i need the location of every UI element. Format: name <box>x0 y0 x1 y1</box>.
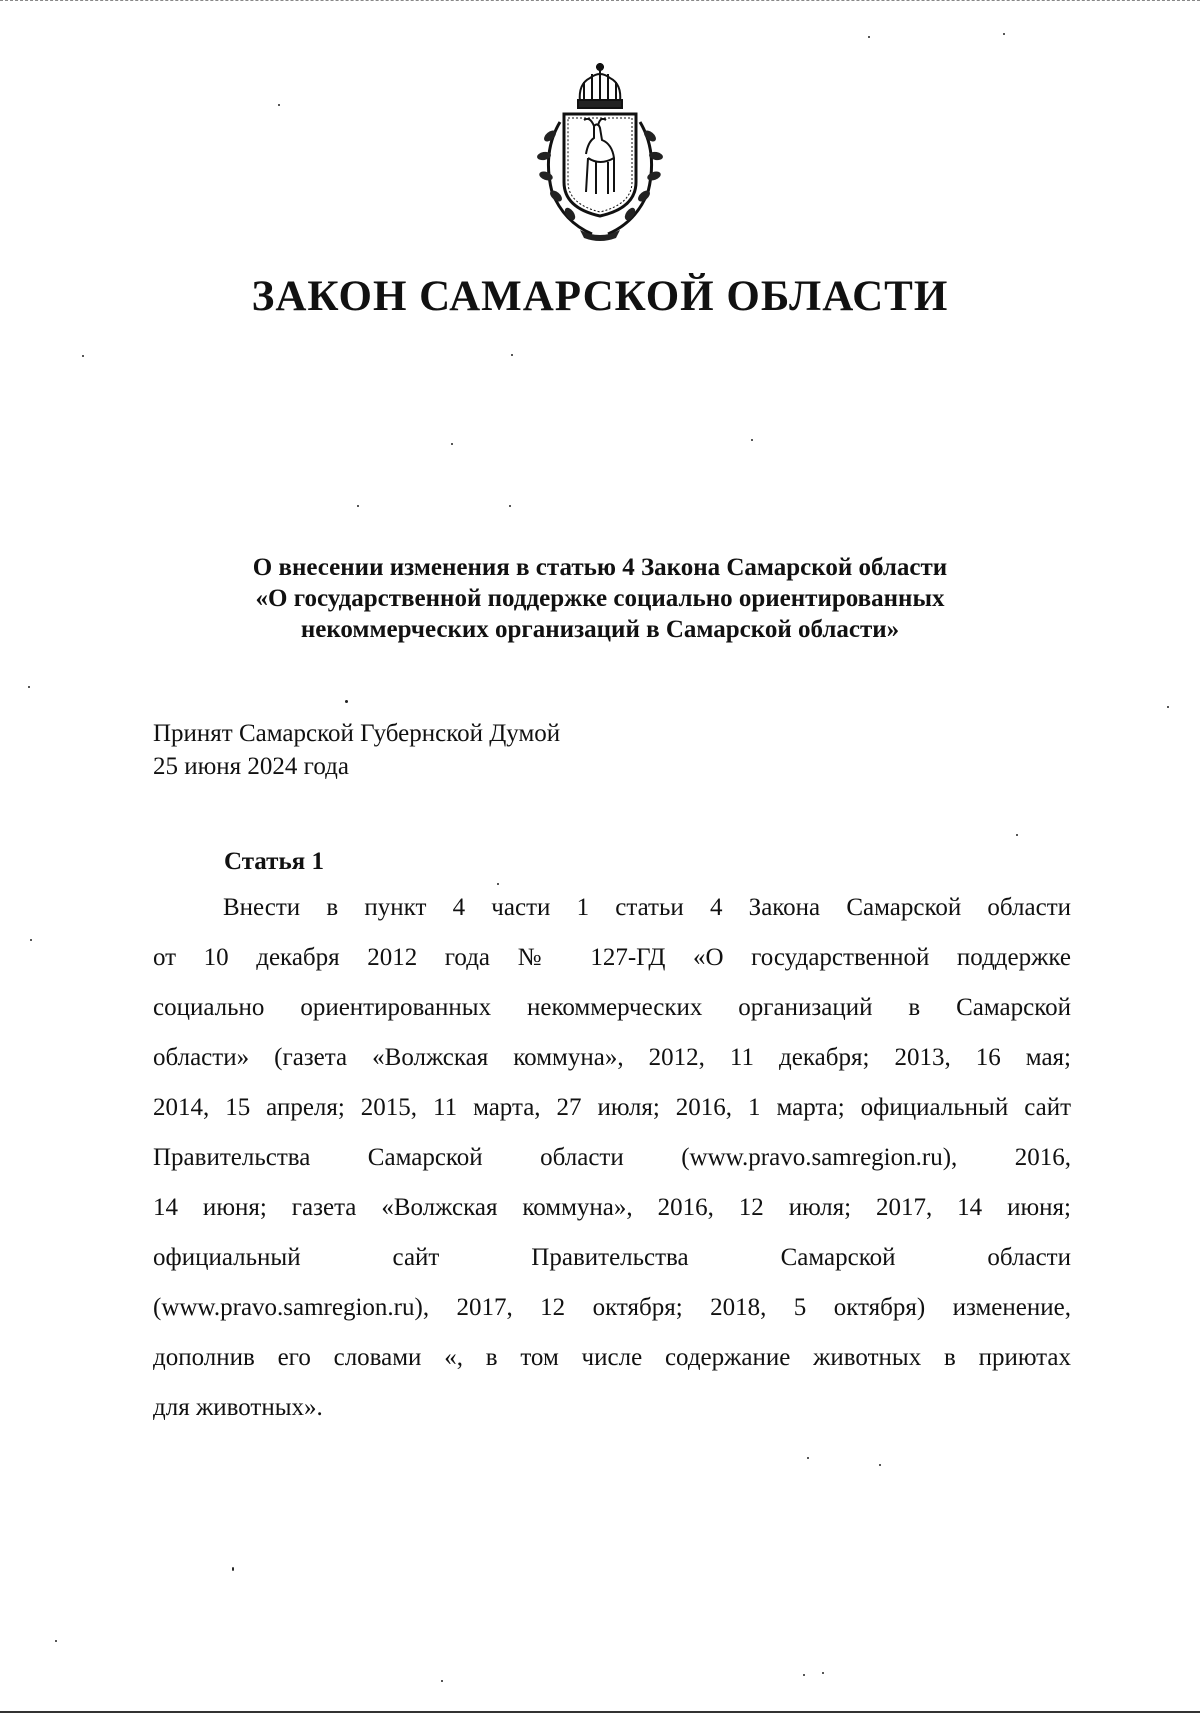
article-line: от 10 декабря 2012 года № 127-ГД «О государственной поддержке <box>153 944 1071 971</box>
article-line: (www.pravo.samregion.ru), 2017, 12 октября; 2018, 5 октября) изменение, <box>153 1294 1071 1321</box>
scan-speck <box>803 1674 805 1676</box>
article-line: дополнив его словами «, в том числе содержание животных в приютах <box>153 1344 1071 1371</box>
subject-line: О внесении изменения в статью 4 Закона Самарской области <box>252 554 948 581</box>
scan-speck <box>497 883 499 885</box>
scan-speck <box>868 36 870 38</box>
scan-speck <box>441 1680 443 1682</box>
article-line: 14 июня; газета «Волжская коммуна», 2016, 12 июля; 2017, 14 июня; <box>153 1194 1071 1221</box>
scan-speck <box>1003 33 1005 35</box>
article-line: 2014, 15 апреля; 2015, 11 марта, 27 июля; 2016, 1 марта; официальный сайт <box>153 1094 1071 1121</box>
scan-speck <box>28 686 30 688</box>
subject-line: «О государственной поддержке социально ориентированных <box>255 585 945 612</box>
scan-speck <box>232 1567 234 1571</box>
article-line: Правительства Самарской области (www.pravo.samregion.ru), 2016, <box>153 1144 1071 1171</box>
article-text <box>153 893 1071 1443</box>
scan-speck <box>509 505 511 507</box>
scan-speck <box>278 104 280 106</box>
scan-speck <box>357 505 359 507</box>
scan-speck <box>807 1457 809 1459</box>
article-line: официальный сайт Правительства Самарской области <box>153 1244 1071 1271</box>
law-subject <box>150 552 1050 645</box>
scan-speck <box>345 700 348 703</box>
adoption-body: Принят Самарской Губернской Думой <box>153 720 561 747</box>
article-line: социально ориентированных некоммерческих организаций в Самарской <box>153 994 1071 1021</box>
scan-speck <box>55 1640 57 1642</box>
scan-speck <box>822 1672 824 1674</box>
scan-speck <box>1016 834 1018 836</box>
scan-speck <box>511 354 513 356</box>
article-line: области» (газета «Волжская коммуна», 2012, 11 декабря; 2013, 16 мая; <box>153 1044 1071 1071</box>
article-heading: Статья 1 <box>224 848 324 875</box>
article-line: для животных». <box>153 1394 323 1421</box>
article-line: Внести в пункт 4 части 1 статьи 4 Закона Самарской области <box>223 894 1071 921</box>
scan-speck <box>30 939 32 941</box>
scan-speck <box>82 355 84 357</box>
subject-line: некоммерческих организаций в Самарской области» <box>300 616 900 643</box>
law-title: ЗАКОН САМАРСКОЙ ОБЛАСТИ <box>251 273 949 320</box>
scan-speck <box>751 439 753 441</box>
scan-speck <box>1167 706 1169 708</box>
coat-of-arms-icon <box>528 62 672 242</box>
adoption-date: 25 июня 2024 года <box>153 753 349 780</box>
adoption-note <box>153 717 560 783</box>
scan-top-edge <box>0 0 1200 3</box>
scan-bottom-edge <box>0 1711 1200 1713</box>
scan-speck <box>879 1464 881 1466</box>
scan-speck <box>451 443 453 445</box>
